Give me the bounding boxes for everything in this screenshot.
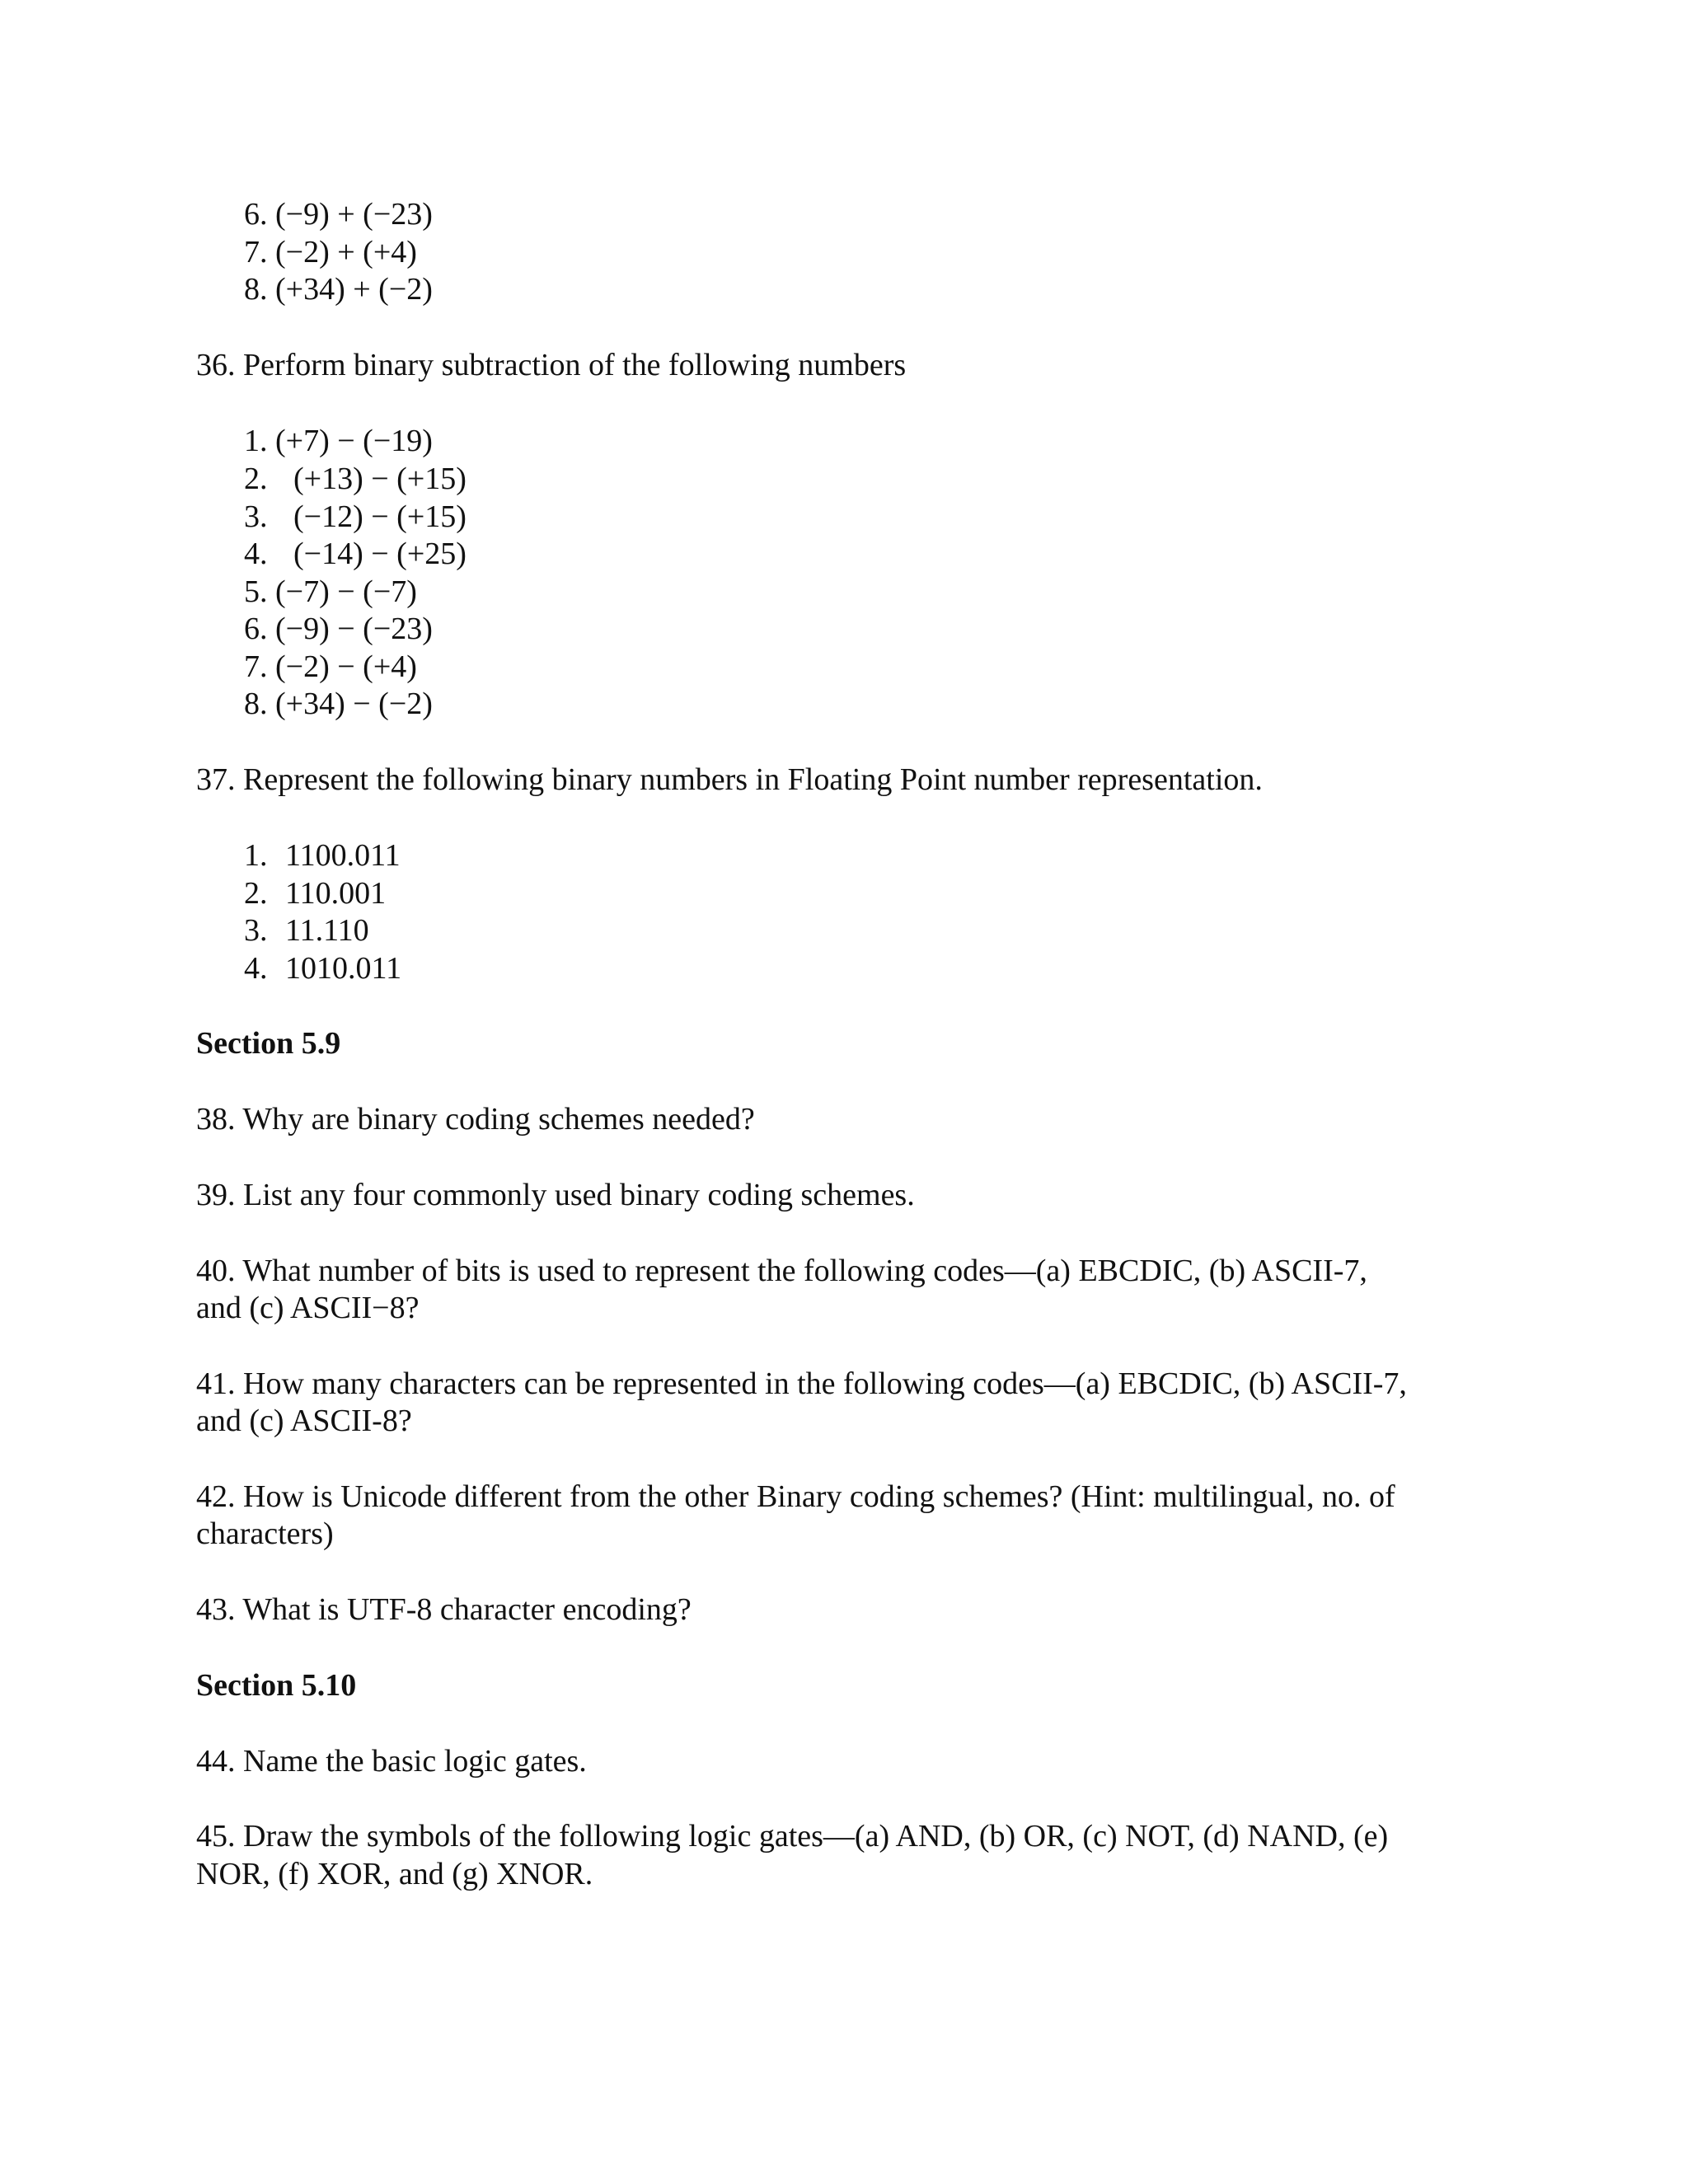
q36-item-3-number: 3.	[244, 499, 268, 534]
q37-question: 37. Represent the following binary numbers in Floating Point number representation.	[196, 762, 1263, 797]
q36-item-3	[244, 498, 467, 536]
q41-question-line-2: and (c) ASCII-8?	[196, 1404, 412, 1438]
q40-question-line-2: and (c) ASCII−8?	[196, 1291, 420, 1325]
q37-item-3	[244, 912, 369, 949]
q37-item-2	[244, 874, 387, 912]
q36-item-2-expression: (+13) − (+15)	[293, 462, 467, 496]
q37-item-1	[244, 837, 401, 874]
q41-question-line-1: 41. How many characters can be represented in the following codes—(a) EBCDIC, (b) ASCII-7,	[196, 1366, 1407, 1401]
section-5-10-heading: Section 5.10	[196, 1668, 357, 1703]
q36-item-8: 8. (+34) − (−2)	[244, 687, 433, 721]
q36-item-3-expression: (−12) − (+15)	[293, 499, 467, 534]
q37-item-1-number: 1.	[244, 838, 268, 873]
q38-question: 38. Why are binary coding schemes needed?	[196, 1102, 755, 1137]
q36-item-5: 5. (−7) − (−7)	[244, 574, 417, 609]
q36-item-2	[244, 460, 467, 498]
q36-item-4-number: 4.	[244, 537, 268, 571]
q37-item-2-number: 2.	[244, 876, 268, 911]
q42-question-line-2: characters)	[196, 1516, 334, 1551]
q37-item-2-value: 110.001	[285, 876, 387, 911]
q44-question: 44. Name the basic logic gates.	[196, 1744, 587, 1779]
q39-question: 39. List any four commonly used binary coding schemes.	[196, 1178, 915, 1212]
q45-question-line-2: NOR, (f) XOR, and (g) XNOR.	[196, 1857, 593, 1891]
q37-item-4-value: 1010.011	[285, 951, 402, 986]
section-5-9-heading: Section 5.9	[196, 1026, 341, 1061]
q37-item-1-value: 1100.011	[285, 838, 401, 873]
q37-item-4-number: 4.	[244, 951, 268, 986]
q42-question-line-1: 42. How is Unicode different from the other Binary coding schemes? (Hint: multilingual, no. of	[196, 1479, 1395, 1514]
q36-item-6: 6. (−9) − (−23)	[244, 612, 433, 646]
q36-item-4-expression: (−14) − (+25)	[293, 537, 467, 571]
q36-item-2-number: 2.	[244, 462, 268, 496]
q36-question: 36. Perform binary subtraction of the following numbers	[196, 348, 907, 382]
q45-question-line-1: 45. Draw the symbols of the following logic gates—(a) AND, (b) OR, (c) NOT, (d) NAND, (e)	[196, 1819, 1389, 1854]
q36-item-7: 7. (−2) − (+4)	[244, 649, 417, 684]
q43-question: 43. What is UTF-8 character encoding?	[196, 1592, 692, 1627]
q37-item-4	[244, 949, 402, 987]
q36-item-1: 1. (+7) − (−19)	[244, 424, 433, 458]
q37-item-3-value: 11.110	[285, 913, 369, 948]
q35-item-8: 8. (+34) + (−2)	[244, 272, 433, 307]
q37-item-3-number: 3.	[244, 913, 268, 948]
q35-item-6: 6. (−9) + (−23)	[244, 197, 433, 232]
q40-question-line-1: 40. What number of bits is used to represent the following codes—(a) EBCDIC, (b) ASCII-7,	[196, 1254, 1367, 1288]
q36-item-4	[244, 535, 467, 573]
q35-item-7: 7. (−2) + (+4)	[244, 235, 417, 269]
